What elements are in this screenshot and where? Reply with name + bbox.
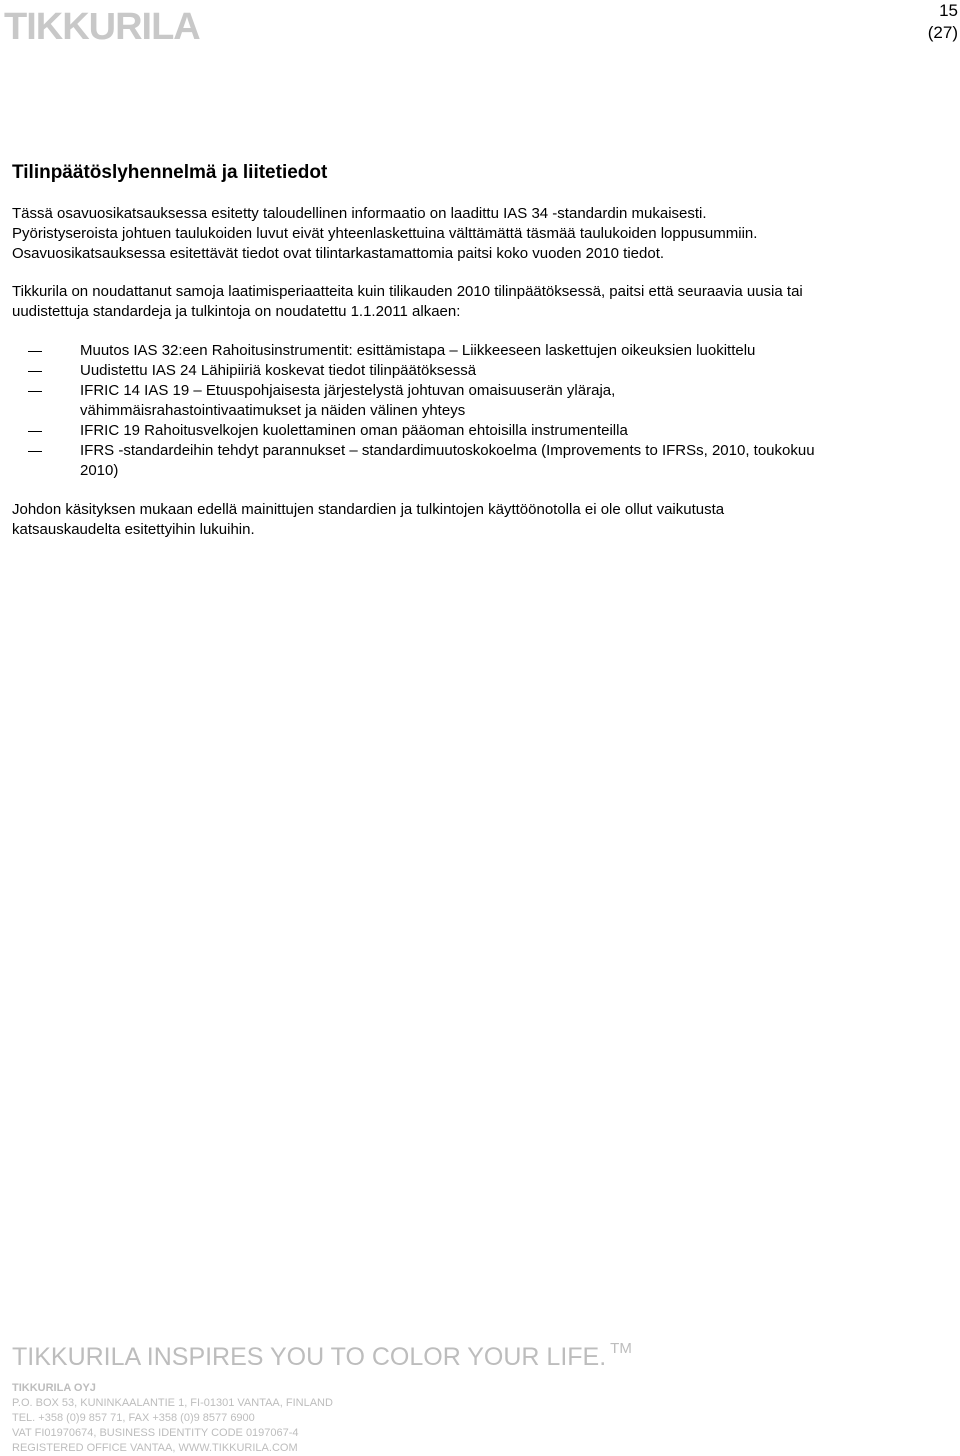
dash-bullet-icon (28, 451, 42, 452)
dash-bullet-icon (28, 371, 42, 372)
page-number (928, 0, 958, 44)
list-item-line: vähimmäisrahastointivaatimukset ja näiden välinen yhteys (80, 402, 466, 419)
dash-bullet-icon (28, 431, 42, 432)
paragraph-line: Osavuosikatsauksessa esitettävät tiedot ovat tilintarkastamattomia paitsi koko vuoden 2010 tiedot. (12, 245, 665, 262)
list-item (12, 361, 942, 381)
paragraph-line: Tässä osavuosikatsauksessa esitetty taloudellinen informaatio on laadittu IAS 34 -standardin mukaisesti. (12, 205, 707, 222)
page-number-current: 15 (939, 1, 958, 20)
footer-vat: VAT FI01970674, BUSINESS IDENTITY CODE 0197067-4 (12, 1427, 299, 1439)
list-item-line: Muutos IAS 32:een Rahoitusinstrumentit: esittämistapa – Liikkeeseen laskettujen oikeuksien luokittelu (80, 342, 756, 359)
paragraph-line: uudistettuja standardeja ja tulkintoja on noudatettu 1.1.2011 alkaen: (12, 303, 461, 320)
paragraph-line: Johdon käsityksen mukaan edellä mainittujen standardien ja tulkintojen käyttöönotolla ei ole ollut vaikutusta (12, 501, 725, 518)
page-title: Tilinpäätöslyhennelmä ja liitetiedot (12, 162, 328, 183)
page-number-total: (27) (927, 23, 958, 42)
list-item (12, 421, 942, 441)
trademark-mark: TM (610, 1340, 632, 1357)
paragraph-line: Tikkurila on noudattanut samoja laatimisperiaatteita kuin tilikauden 2010 tilinpäätöksessä, paitsi että seuraavia uusia tai (12, 283, 803, 300)
list-item-line: IFRIC 19 Rahoitusvelkojen kuolettaminen oman pääoman ehtoisilla instrumenteilla (80, 422, 628, 439)
paragraph-line: katsauskaudelta esitettyihin lukuihin. (12, 521, 255, 538)
list-item-line: 2010) (80, 462, 119, 479)
tikkurila-logo: TIKKURILA (4, 6, 200, 48)
conclusion-paragraph (12, 500, 942, 540)
dash-bullet-icon (28, 391, 42, 392)
list-item (12, 341, 942, 361)
standards-intro-paragraph (12, 282, 942, 322)
list-item-line: IFRS -standardeihin tehdyt parannukset – standardimuutoskokoelma (Improvements to IFRSs, 2010, toukokuu (80, 442, 815, 459)
footer-company: TIKKURILA OYJ (12, 1382, 96, 1394)
footer-phone: TEL. +358 (0)9 857 71, FAX +358 (0)9 8577 6900 (12, 1412, 255, 1424)
standards-list (12, 341, 942, 481)
list-item-line: IFRIC 14 IAS 19 – Etuuspohjaisesta järjestelystä johtuvan omaisuuserän yläraja, (80, 382, 616, 399)
paragraph-line: Pyöristyseroista johtuen taulukoiden luvut eivät yhteenlaskettuina välttämättä täsmää taulukoiden loppusummiin. (12, 225, 758, 242)
slogan-text: TIKKURILA INSPIRES YOU TO COLOR YOUR LIFE. (12, 1343, 607, 1371)
footer-office: REGISTERED OFFICE VANTAA, WWW.TIKKURILA.COM (12, 1442, 298, 1454)
list-item (12, 381, 942, 421)
dash-bullet-icon (28, 351, 42, 352)
footer-slogan (12, 1333, 632, 1373)
list-item-line: Uudistettu IAS 24 Lähipiiriä koskevat tiedot tilinpäätöksessä (80, 362, 477, 379)
footer-address: P.O. BOX 53, KUNINKAALANTIE 1, FI-01301 VANTAA, FINLAND (12, 1397, 333, 1409)
list-item (12, 441, 942, 481)
intro-paragraph (12, 204, 942, 264)
footer-contact (12, 1381, 333, 1456)
